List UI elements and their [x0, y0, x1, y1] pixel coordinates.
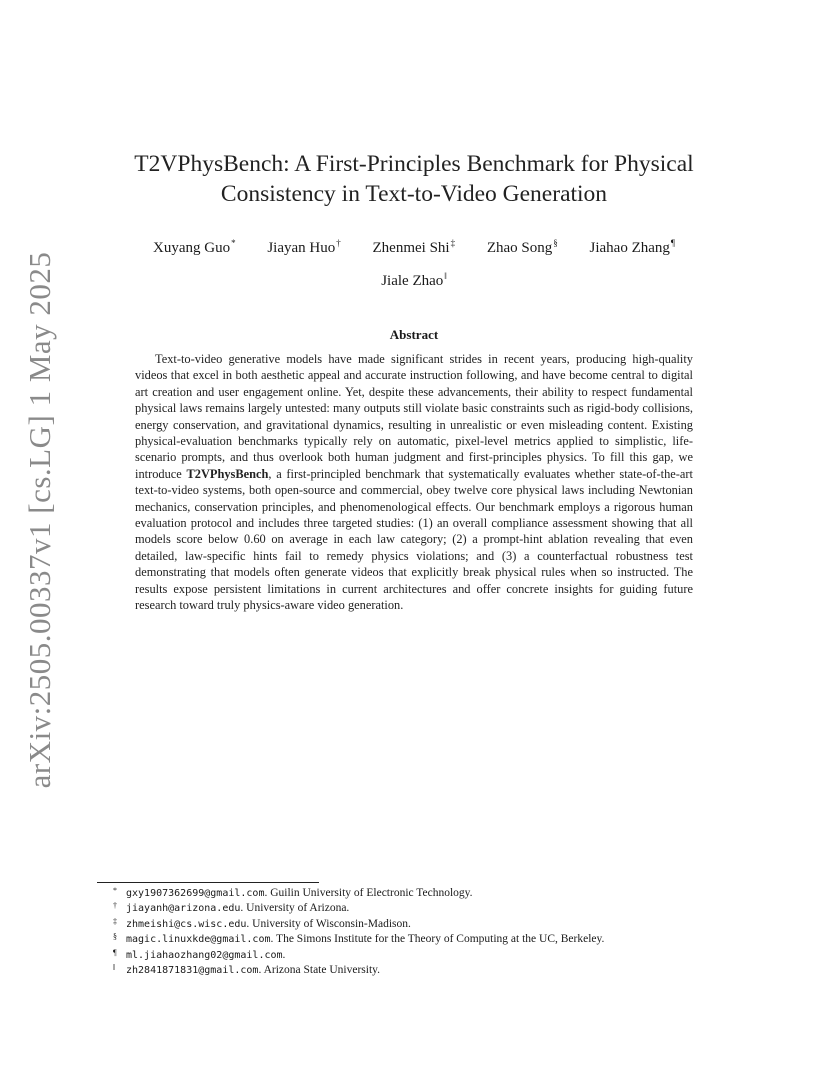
author-1: Xuyang Guo*: [153, 238, 236, 256]
email-link[interactable]: magic.linuxkde@gmail.com: [126, 934, 271, 946]
author-row-2: [112, 262, 716, 295]
author-list: [112, 229, 716, 295]
author-row-1: [112, 229, 716, 262]
email-link[interactable]: zhmeishi@cs.wisc.edu: [126, 918, 247, 930]
footnote-1: * gxy1907362699@gmail.com. Guilin University of Electronic Technology.: [113, 886, 473, 899]
author-5: Jiahao Zhang¶: [589, 238, 675, 256]
footnote-6: ‖ zh2841871831@gmail.com. Arizona State University.: [113, 963, 381, 977]
email-link[interactable]: gxy1907362699@gmail.com: [126, 888, 265, 899]
footnote-3: ‡ zhmeishi@cs.wisc.edu. University of Wisconsin-Madison.: [113, 916, 411, 930]
arxiv-identifier: arXiv:2505.00337v1 [cs.LG] 1 May 2025: [22, 251, 57, 789]
footnote-5: ¶ ml.jiahaozhang02@gmail.com.: [113, 947, 286, 961]
title-line-2: Consistency in Text-to-Video Generation: [220, 181, 608, 207]
author-4: Zhao Song§: [486, 238, 558, 256]
footnote-4: § magic.linuxkde@gmail.com. The Simons Institute for the Theory of Computing at the UC, Berkeley.: [113, 932, 605, 946]
title-line-1: T2VPhysBench: A First-Principles Benchmark for Physical: [134, 151, 694, 177]
email-link[interactable]: jiayanh@arizona.edu: [126, 903, 241, 915]
benchmark-name: T2VPhysBench: [186, 466, 269, 481]
email-link[interactable]: zh2841871831@gmail.com: [126, 965, 259, 977]
abstract-body: Text-to-video generative models have made significant strides in recent years, producing high-quality videos that excel in both aesthetic appeal and accurate instruction following, and have become central to digital art creation and user engagement online. Yet, despite these advancements, their ability to respect fundamental physical laws remains largely untested: many outputs still violate basic constraints such as rigid-body collisions, energy conservation, and gravitational dynamics, resulting in unrealistic or even misleading content. Existing physical-evaluation benchmarks typically rely on automatic, pixel-level metrics applied to simplistic, life-scenario prompts, and thus overlook both human judgment and first-principles physics. To fill this gap, we introduce T2VPhysBench, a first-principled benchmark that systematically evaluates whether state-of-the-art text-to-video systems, both open-source and commercial, obey twelve core physical laws including Newtonian mechanics, conservation principles, and phenomenological effects. Our benchmark employs a rigorous human evaluation protocol and includes three targeted studies: (1) an overall compliance assessment showing that all models score below 0.60 on average in each law category; (2) a prompt-hint ablation revealing that even detailed, law-specific hints fail to remedy physics violations; and (3) a counterfactual robustness test demonstrating that models often generate videos that explicitly break physical rules when so instructed. The results expose persistent limitations in current architectures and offer concrete insights for guiding future research toward truly physics-aware video generation.: [135, 352, 693, 613]
paper-title: [110, 149, 718, 209]
footnotes: [113, 886, 733, 978]
abstract-heading: Abstract: [389, 327, 439, 342]
footnote-2: † jiayanh@arizona.edu. University of Arizona.: [113, 901, 350, 915]
footnote-rule: [97, 882, 319, 883]
author-3: Zhenmei Shi‡: [372, 238, 456, 256]
email-link[interactable]: ml.jiahaozhang02@gmail.com: [126, 949, 283, 961]
author-2: Jiayan Huo†: [267, 238, 341, 256]
author-6: Jiale Zhao‖: [381, 271, 447, 289]
